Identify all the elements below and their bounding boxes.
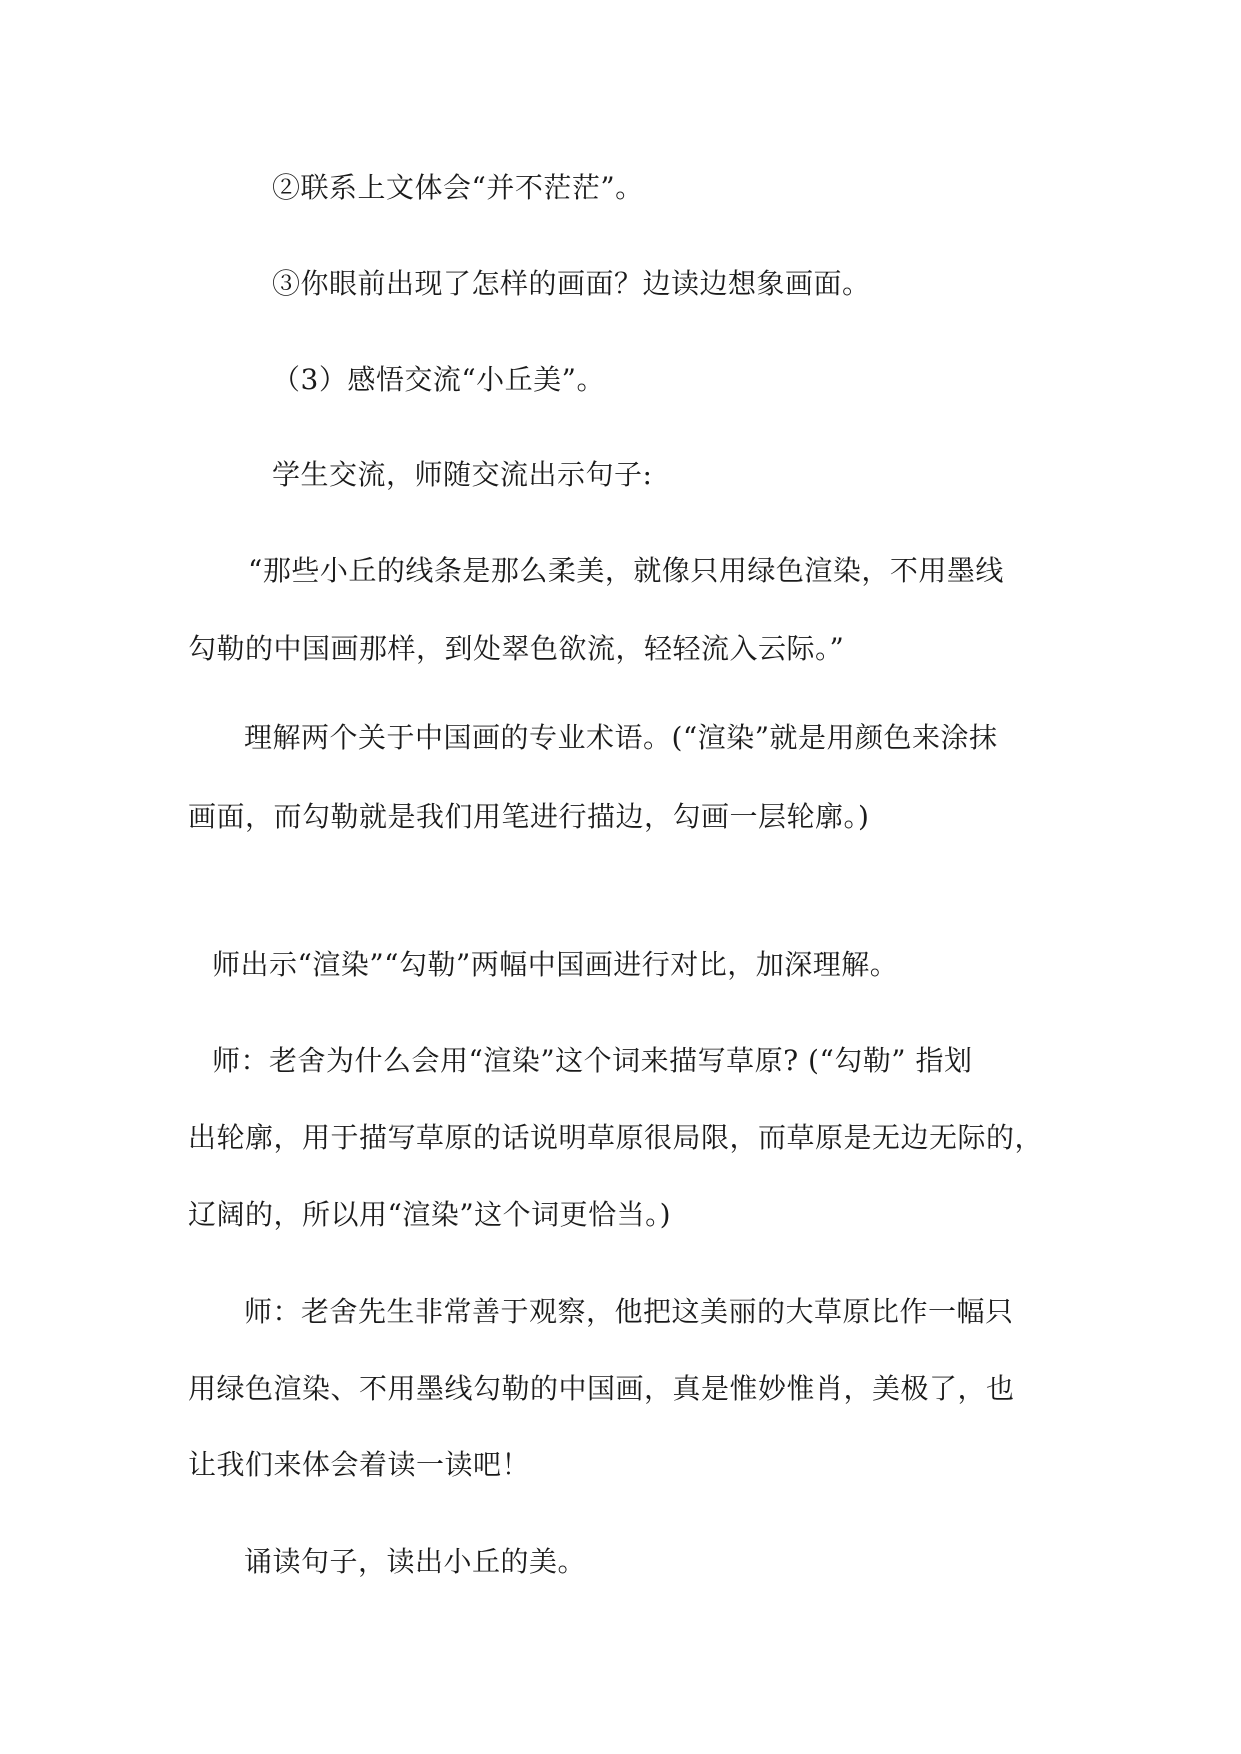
text-line: 辽阔的，所以用“渲染”这个词更恰当。) (188, 1198, 672, 1231)
text-line: 师出示“渲染”“勾勒”两幅中国画进行对比，加深理解。 (212, 948, 899, 981)
text-line: 让我们来体会着读一读吧！ (188, 1448, 531, 1481)
text-line: 用绿色渲染、不用墨线勾勒的中国画，真是惟妙惟肖，美极了，也 (188, 1372, 1015, 1405)
text-line: “那些小丘的线条是那么柔美，就像只用绿色渲染，不用墨线 (248, 554, 1004, 587)
text-line: ②联系上文体会“并不茫茫”。 (272, 171, 644, 204)
text-line: 师：老舍先生非常善于观察，他把这美丽的大草原比作一幅只 (244, 1295, 1014, 1328)
text-line: 理解两个关于中国画的专业术语。(“渲染”就是用颜色来涂抹 (244, 721, 998, 754)
text-line: （3）感悟交流“小丘美”。 (272, 363, 605, 396)
text-line: 诵读句子，读出小丘的美。 (244, 1545, 587, 1578)
text-line: ③你眼前出现了怎样的画面？边读边想象画面。 (272, 267, 871, 300)
text-line: 出轮廓，用于描写草原的话说明草原很局限，而草原是无边无际的， (188, 1121, 1044, 1154)
text-line: 画面，而勾勒就是我们用笔进行描边，勾画一层轮廓。) (188, 800, 870, 833)
text-line: 学生交流，师随交流出示句子: (272, 458, 653, 491)
text-line: 勾勒的中国画那样，到处翠色欲流，轻轻流入云际。” (188, 632, 845, 665)
text-line: 师：老舍为什么会用“渲染”这个词来描写草原? (“勾勒” 指划 (212, 1044, 973, 1077)
